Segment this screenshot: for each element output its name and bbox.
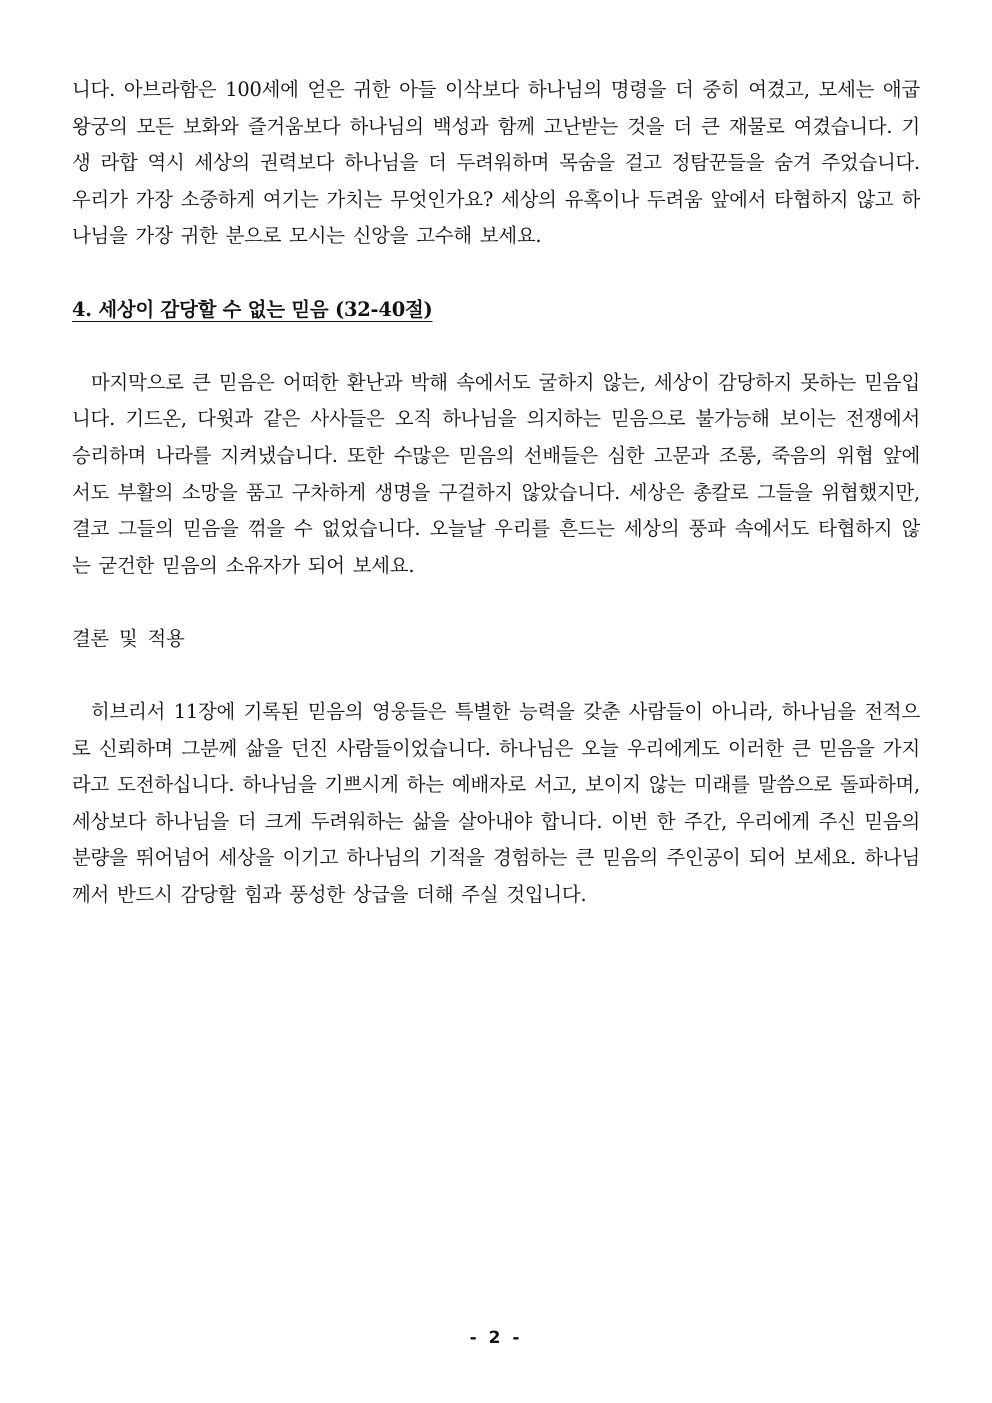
spacer [72,658,920,695]
conclusion-paragraph: 히브리서 11장에 기록된 믿음의 영웅들은 특별한 능력을 갖춘 사람들이 아니라, 하나님을 전적으로 신뢰하며 그분께 삶을 던진 사람들이었습니다. 하나님은 오늘 우리에게도 이러한 큰 믿음을 가지라고 도전하십니다. 하나님을 기쁘시게 하는 예배자로 서고, 보이지 않는 미래를 말씀으로 돌파하며, 세상보다 하나님을 더 크게 두려워하는 삶을 살아내야 합니다. 이번 한 주간, 우리에게 주신 믿음의 분량을 뛰어넘어 세상을 이기고 하나님의 기적을 경험하는 큰 믿음의 주인공이 되어 보세요. 하나님께서 반드시 감당할 힘과 풍성한 상급을 더해 주실 것입니다. [72,700,920,907]
spacer [72,255,920,292]
document-body [72,72,920,914]
intro-paragraph: 니다. 아브라함은 100세에 얻은 귀한 아들 이삭보다 하나님의 명령을 더 중히 여겼고, 모세는 애굽 왕궁의 모든 보화와 즐거움보다 하나님의 백성과 함께 고난받는 것을 더 큰 재물로 여겼습니다. 기생 라합 역시 세상의 권력보다 하나님을 더 두려워하며 목숨을 걸고 정탐꾼들을 숨겨 주었습니다. 우리가 가장 소중하게 여기는 가치는 무엇인가요? 세상의 유혹이나 두려움 앞에서 타협하지 않고 하나님을 가장 귀한 분으로 모시는 신앙을 고수해 보세요. [72,78,920,248]
conclusion-heading: 결론 및 적용 [72,626,185,650]
section-paragraph: 마지막으로 큰 믿음은 어떠한 환난과 박해 속에서도 굴하지 않는, 세상이 감당하지 못하는 믿음입니다. 기드온, 다윗과 같은 사사들은 오직 하나님을 의지하는 믿음으로 불가능해 보이는 전쟁에서 승리하며 나라를 지켜냈습니다. 또한 수많은 믿음의 선배들은 심한 고문과 조롱, 죽음의 위협 앞에서도 부활의 소망을 품고 구차하게 생명을 구걸하지 않았습니다. 세상은 총칼로 그들을 위협했지만, 결코 그들의 믿음을 꺾을 수 없었습니다. 오늘날 우리를 흔드는 세상의 풍파 속에서도 타협하지 않는 굳건한 믿음의 소유자가 되어 보세요. [72,370,920,577]
section-heading: 4. 세상이 감당할 수 없는 믿음 (32-40절) [72,297,433,321]
spacer [72,328,920,365]
spacer [72,584,920,621]
page-number: - 2 - [469,1328,523,1348]
